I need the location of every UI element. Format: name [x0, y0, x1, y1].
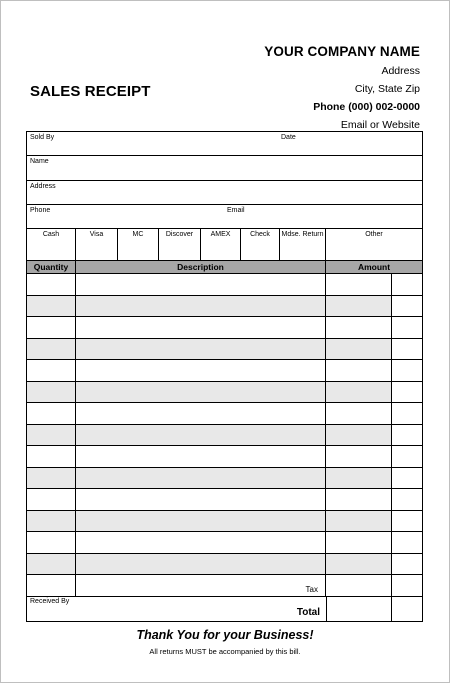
table-row: [27, 360, 422, 382]
quantity-cell[interactable]: [27, 554, 76, 575]
amount-cents-cell[interactable]: [392, 317, 422, 338]
tax-amount-cell[interactable]: [326, 575, 392, 596]
description-cell[interactable]: [76, 274, 326, 295]
description-cell[interactable]: [76, 489, 326, 510]
amount-cell[interactable]: [326, 339, 392, 360]
date-label: Date: [281, 134, 296, 141]
amount-cents-cell[interactable]: [392, 360, 422, 381]
payment-discover[interactable]: Discover: [159, 229, 201, 260]
amount-cents-cell[interactable]: [392, 554, 422, 575]
description-cell[interactable]: [76, 532, 326, 553]
payment-other[interactable]: Other: [365, 231, 383, 238]
received-by-label: Received By: [30, 598, 70, 605]
returns-policy: All returns MUST be accompanied by this bill.: [149, 647, 301, 656]
quantity-cell[interactable]: [27, 468, 76, 489]
table-row: [27, 446, 422, 468]
description-cell[interactable]: [76, 446, 326, 467]
amount-cents-cell[interactable]: [392, 403, 422, 424]
description-cell[interactable]: [76, 360, 326, 381]
tax-desc-cell: [76, 575, 326, 596]
description-cell[interactable]: [76, 296, 326, 317]
table-row: [27, 403, 422, 425]
quantity-cell[interactable]: [27, 360, 76, 381]
email-label: Email: [227, 207, 245, 214]
name-row[interactable]: [27, 156, 422, 181]
description-cell[interactable]: [76, 403, 326, 424]
company-address: Address: [381, 65, 420, 77]
quantity-cell[interactable]: [27, 446, 76, 467]
header-description: Description: [76, 261, 326, 273]
amount-cents-cell[interactable]: [392, 339, 422, 360]
amount-cents-cell[interactable]: [392, 511, 422, 532]
amount-cell[interactable]: [326, 274, 392, 295]
quantity-cell[interactable]: [27, 511, 76, 532]
description-cell[interactable]: [76, 425, 326, 446]
payment-amex[interactable]: AMEX: [201, 229, 241, 260]
quantity-cell[interactable]: [27, 296, 76, 317]
sold-by-row[interactable]: [27, 132, 422, 156]
table-row: [27, 296, 422, 318]
tax-qty-cell: [27, 575, 76, 596]
quantity-cell[interactable]: [27, 382, 76, 403]
description-cell[interactable]: [76, 554, 326, 575]
tax-cents-cell[interactable]: [392, 575, 422, 596]
description-cell[interactable]: [76, 511, 326, 532]
payment-visa[interactable]: Visa: [76, 229, 118, 260]
company-email-website: Email or Website: [340, 119, 420, 131]
amount-cents-cell[interactable]: [392, 468, 422, 489]
payment-mc[interactable]: MC: [118, 229, 159, 260]
amount-cell[interactable]: [326, 382, 392, 403]
quantity-cell[interactable]: [27, 489, 76, 510]
payment-cash[interactable]: Cash: [27, 229, 76, 260]
company-info: [264, 42, 420, 133]
name-label: Name: [30, 158, 49, 165]
amount-cell[interactable]: [326, 468, 392, 489]
payment-methods-row: [27, 229, 422, 261]
quantity-cell[interactable]: [27, 425, 76, 446]
header-quantity: Quantity: [27, 261, 76, 273]
amount-cell[interactable]: [326, 360, 392, 381]
table-row: [27, 382, 422, 404]
amount-cell[interactable]: [326, 425, 392, 446]
amount-cents-cell[interactable]: [392, 532, 422, 553]
company-city-state-zip: City, State Zip: [354, 83, 420, 95]
table-row: [27, 317, 422, 339]
receipt-form: [26, 131, 423, 622]
amount-cell[interactable]: [326, 446, 392, 467]
tax-row: [27, 575, 422, 597]
table-row: [27, 468, 422, 490]
description-cell[interactable]: [76, 468, 326, 489]
table-row: [27, 511, 422, 533]
total-label: Total: [296, 607, 320, 618]
amount-cents-cell[interactable]: [392, 296, 422, 317]
payment-check[interactable]: Check: [241, 229, 280, 260]
address-label: Address: [30, 183, 56, 190]
amount-cents-cell[interactable]: [392, 274, 422, 295]
quantity-cell[interactable]: [27, 317, 76, 338]
description-cell[interactable]: [76, 382, 326, 403]
description-cell[interactable]: [76, 317, 326, 338]
amount-cell[interactable]: [326, 489, 392, 510]
amount-cell[interactable]: [326, 511, 392, 532]
payment-mdse-return[interactable]: Mdse. Return: [280, 229, 326, 260]
table-row: [27, 339, 422, 361]
receipt-title: SALES RECEIPT: [30, 83, 151, 100]
sold-by-label: Sold By: [30, 134, 55, 141]
amount-cents-cell[interactable]: [392, 425, 422, 446]
company-name: YOUR COMPANY NAME: [264, 44, 420, 59]
table-row: [27, 489, 422, 511]
phone-label: Phone: [30, 207, 51, 214]
table-row: [27, 554, 422, 576]
quantity-cell[interactable]: [27, 532, 76, 553]
header-amount: Amount: [357, 262, 391, 272]
quantity-cell[interactable]: [27, 339, 76, 360]
quantity-cell[interactable]: [27, 403, 76, 424]
amount-cents-cell[interactable]: [392, 382, 422, 403]
amount-cell[interactable]: [326, 296, 392, 317]
thank-you-message: Thank You for your Business!: [136, 628, 314, 642]
address-row[interactable]: [27, 181, 422, 205]
amount-cents-cell[interactable]: [392, 446, 422, 467]
amount-cell[interactable]: [326, 317, 392, 338]
tax-label: Tax: [305, 585, 318, 594]
table-header: [27, 261, 422, 274]
table-row: [27, 425, 422, 447]
total-amount-cell[interactable]: [326, 597, 392, 621]
table-row: [27, 532, 422, 554]
quantity-cell[interactable]: [27, 274, 76, 295]
description-cell[interactable]: [76, 339, 326, 360]
table-row: [27, 274, 422, 296]
amount-cell[interactable]: [326, 403, 392, 424]
company-phone: Phone (000) 002-0000: [313, 101, 420, 113]
total-row: [27, 597, 422, 621]
amount-cell[interactable]: [326, 554, 392, 575]
amount-cell[interactable]: [326, 532, 392, 553]
phone-email-row[interactable]: [27, 205, 422, 229]
amount-cents-cell[interactable]: [392, 489, 422, 510]
